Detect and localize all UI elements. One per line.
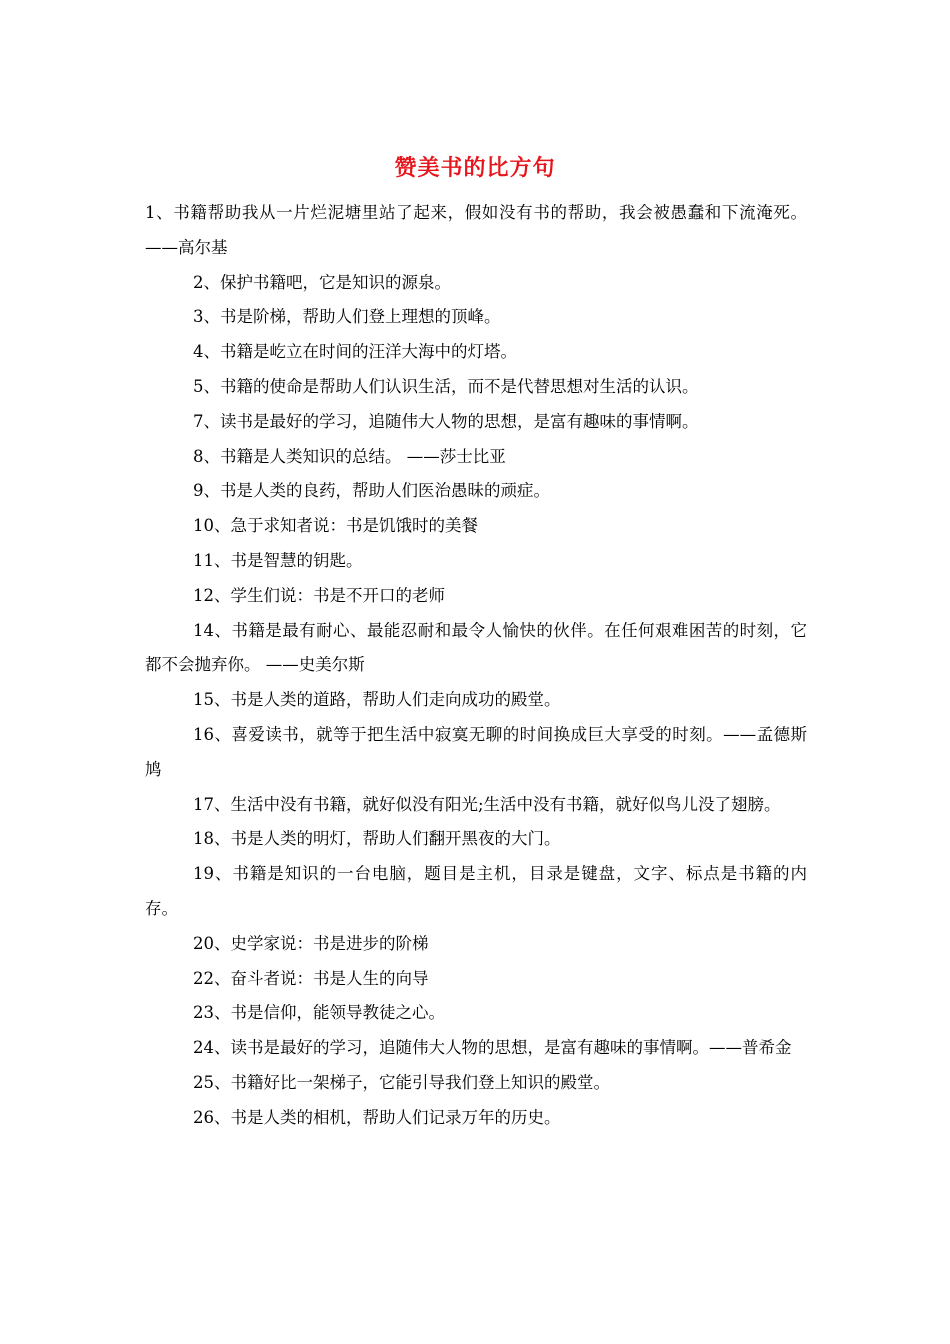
list-item: 5、书籍的使命是帮助人们认识生活，而不是代替思想对生活的认识。: [193, 376, 699, 396]
list-item: 22、奋斗者说：书是人生的向导: [193, 968, 429, 988]
list-item: 10、急于求知者说：书是饥饿时的美餐: [193, 516, 478, 536]
list-item: 16、喜爱读书，就等于把生活中寂寞无聊的时间换成巨大享受的时刻。——孟德斯鸠: [145, 724, 807, 779]
list-item: 19、书籍是知识的一台电脑，题目是主机，目录是键盘，文字、标点是书籍的内存。: [145, 864, 807, 918]
list-item: 9、书是人类的良药，帮助人们医治愚昧的顽症。: [193, 481, 550, 501]
list-item: 17、生活中没有书籍，就好似没有阳光;生活中没有书籍，就好似鸟儿没了翅膀。: [193, 794, 781, 814]
list-item: 15、书是人类的道路，帮助人们走向成功的殿堂。: [193, 690, 561, 710]
page-title: 赞美书的比方句: [394, 155, 556, 181]
list-item: 20、史学家说：书是进步的阶梯: [193, 933, 429, 953]
list-item: 24、读书是最好的学习，追随伟大人物的思想，是富有趣味的事情啊。——普希金: [193, 1038, 792, 1058]
list-item: 7、读书是最好的学习，追随伟大人物的思想，是富有趣味的事情啊。: [193, 411, 699, 431]
list-item: 26、书是人类的相机，帮助人们记录万年的历史。: [193, 1107, 561, 1127]
list-item: 3、书是阶梯，帮助人们登上理想的顶峰。: [193, 307, 501, 327]
list-item: 18、书是人类的明灯，帮助人们翻开黑夜的大门。: [193, 829, 561, 849]
list-item: 2、保护书籍吧，它是知识的源泉。: [193, 272, 451, 292]
list-item: 14、书籍是最有耐心、最能忍耐和最令人愉快的伙伴。在任何艰难困苦的时刻，它都不会抛弃你。 ——史美尔斯: [145, 620, 807, 675]
list-item: 12、学生们说：书是不开口的老师: [193, 585, 445, 605]
list-item: 1、书籍帮助我从一片烂泥塘里站了起来，假如没有书的帮助，我会被愚蠢和下流淹死。 ——高尔基: [145, 203, 807, 257]
document-body: [145, 196, 807, 1136]
list-item: 8、书籍是人类知识的总结。 ——莎士比亚: [193, 446, 506, 466]
list-item: 4、书籍是屹立在时间的汪洋大海中的灯塔。: [193, 342, 517, 362]
list-item: 25、书籍好比一架梯子，它能引导我们登上知识的殿堂。: [193, 1072, 610, 1092]
list-item: 11、书是智慧的钥匙。: [193, 550, 363, 570]
list-item: 23、书是信仰，能领导教徒之心。: [193, 1003, 445, 1023]
